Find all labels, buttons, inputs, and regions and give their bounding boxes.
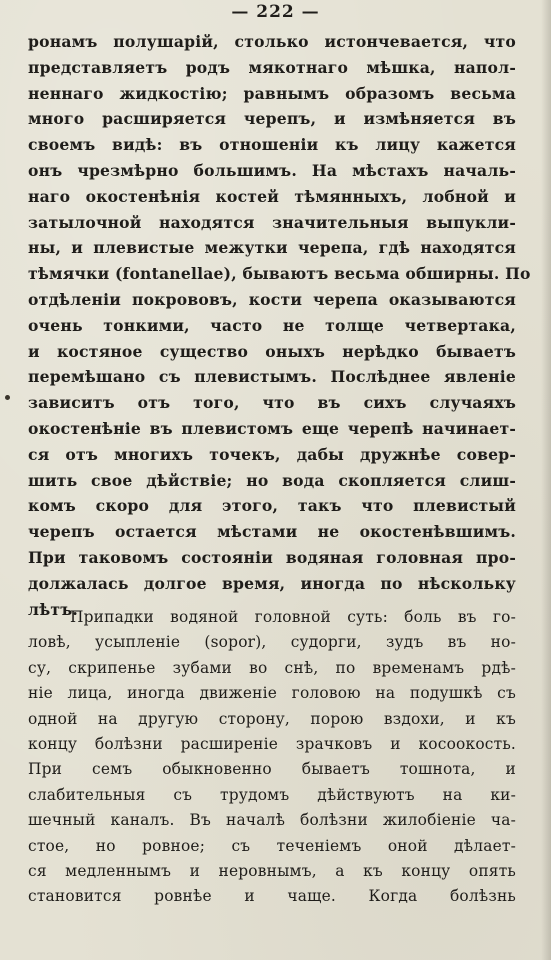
text-line: отдѣленіи покрововъ, кости черепа оказываются (28, 289, 516, 309)
text-line: стое, но ровное; съ теченіемъ оной дѣлает- (28, 836, 516, 855)
text-line: При семъ обыкновенно бываетъ тошнота, и (28, 760, 516, 779)
text-line: наго окостенѣнія костей тѣмянныхъ, лобной и (28, 186, 516, 206)
text-line: шечный каналъ. Въ началѣ болѣзни жилобіеніе ча- (28, 811, 516, 830)
text-line: тѣмячки (fontanellae), бываютъ весьма обширны. По (28, 264, 531, 284)
text-line: ніе лица, иногда движеніе головою на подушкѣ съ (28, 684, 516, 703)
text-line: комъ скоро для этого, такъ что плевистый (28, 496, 516, 516)
text-line: неннаго жидкостію; равнымъ образомъ весьма (28, 83, 516, 103)
text-line: ронамъ полушарій, столько истончевается, что (28, 32, 516, 51)
page-edge-shadow (541, 0, 551, 960)
paragraph-1 (28, 29, 531, 622)
text-line: ны, и плевистые межутки черепа, гдѣ находятся (28, 238, 516, 258)
text-line: должалась долгое время, иногда по нѣскольку (28, 573, 516, 593)
text-line: ся медленнымъ и неровнымъ, а къ концу опять (28, 861, 516, 880)
text-line: зависитъ отъ того, что въ сихъ случаяхъ (28, 393, 516, 413)
text-line: ловѣ, усыпленіе (sopor), судорги, зудъ въ но- (28, 633, 516, 652)
text-line: лѣтъ. (28, 599, 79, 619)
text-line: онъ чрезмѣрно большимъ. На мѣстахъ началь- (28, 160, 516, 180)
text-line: становится ровнѣе и чаще. Когда болѣзнь (28, 887, 516, 906)
text-line: много расширяется черепъ, и измѣняется въ (28, 109, 516, 129)
text-line: и костяное существо оныхъ нерѣдко бываетъ (28, 341, 516, 361)
text-line: При таковомъ состояніи водяная головная про- (28, 547, 516, 567)
text-line: Припадки водяной головной суть: боль въ го- (70, 608, 516, 626)
text-line: слабительныя съ трудомъ дѣйствуютъ на ки- (28, 785, 516, 804)
text-line: очень тонкими, часто не толще четвертака, (28, 315, 516, 335)
paragraph-2 (28, 605, 516, 910)
text-line: одной на другую сторону, порою вздохи, и къ (28, 709, 516, 728)
text-line: концу болѣзни расширеніе зрачковъ и косоокость. (28, 734, 516, 753)
text-line: черепъ остается мѣстами не окостенѣвшимъ. (28, 522, 516, 542)
page-number: — 222 — (231, 2, 320, 22)
text-line: перемѣшано съ плевистымъ. Послѣднее явленіе (28, 367, 516, 387)
text-line: затылочной находятся значительныя выпукли- (28, 212, 516, 232)
text-line: шить свое дѣйствіе; но вода скопляется слиш- (28, 470, 516, 490)
text-line: су, скрипенье зубами во снѣ, по временамъ рдѣ- (28, 658, 516, 677)
ink-speck (5, 395, 10, 400)
text-line: представляетъ родъ мякотнаго мѣшка, напол- (28, 57, 516, 77)
text-line: своемъ видѣ: въ отношеніи къ лицу кажется (28, 135, 516, 155)
text-line: окостенѣніе въ плевистомъ еще черепѣ начинает- (28, 418, 516, 438)
text-line: ся отъ многихъ точекъ, дабы дружнѣе совер- (28, 444, 516, 464)
